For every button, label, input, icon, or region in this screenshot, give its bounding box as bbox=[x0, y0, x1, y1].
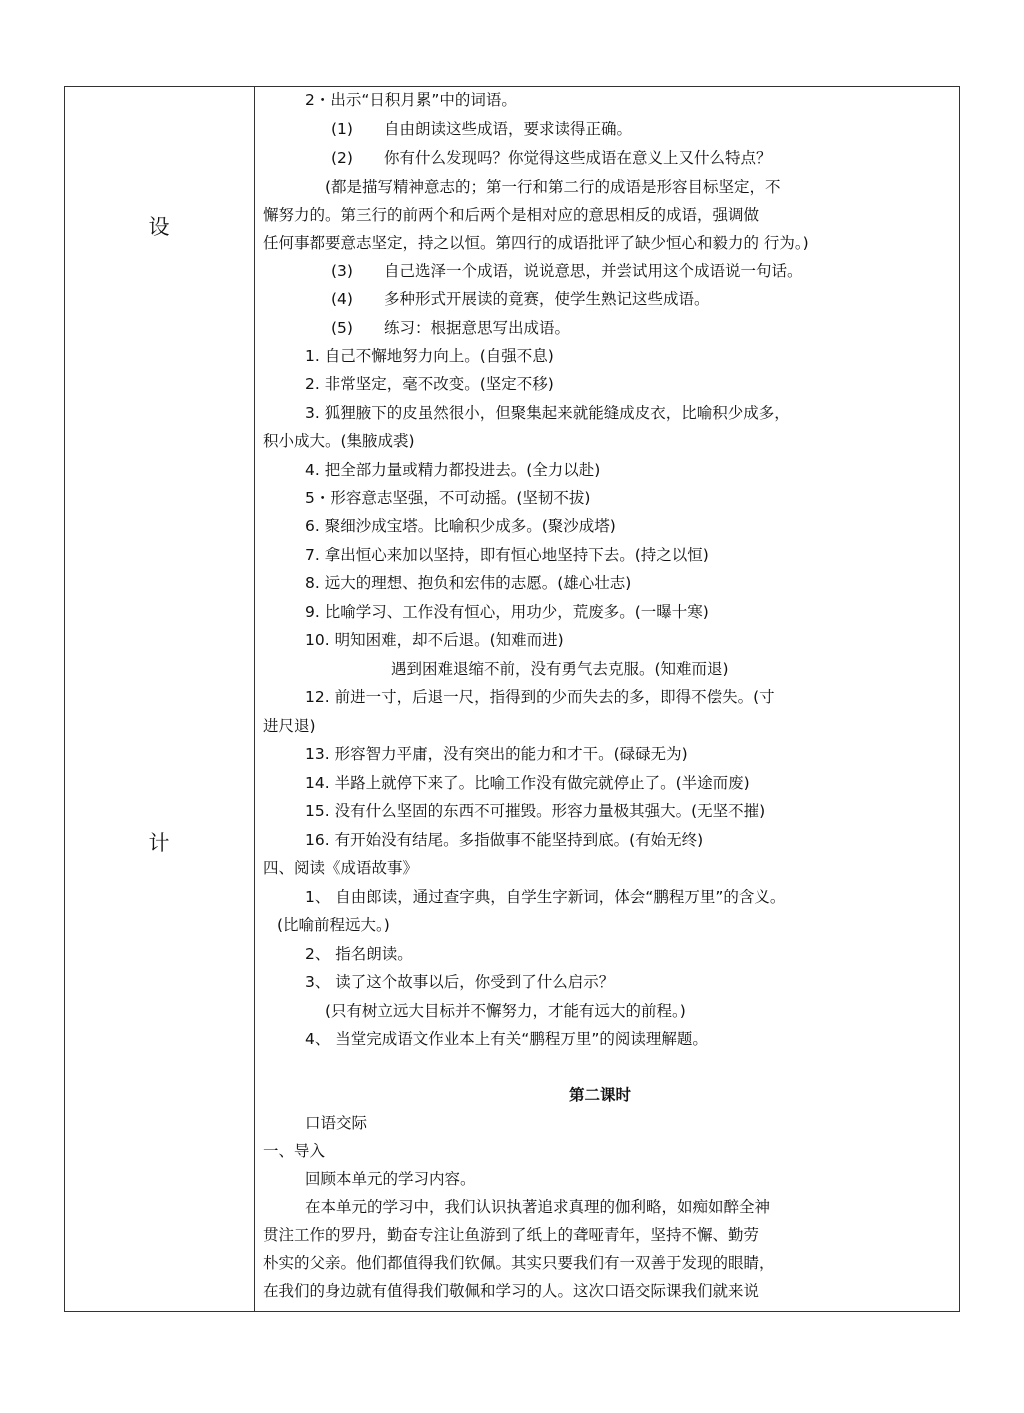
text-line: 一、导入 bbox=[263, 1142, 326, 1160]
text-line: (5) 练习：根据意思写出成语。 bbox=[331, 319, 570, 337]
text-line: 2、 指名朗读。 bbox=[305, 945, 413, 963]
text-line: 遇到困难退缩不前，没有勇气去克服。(知难而退) bbox=[391, 660, 729, 678]
text-line: 1、 自由郎读，通过查字典，自学生字新词，体会“鹏程万里”的含义。 bbox=[305, 888, 786, 906]
text-line: (比喻前程远大。) bbox=[277, 916, 390, 934]
section-heading: 第二课时 bbox=[569, 1086, 632, 1104]
text-line: 14. 半路上就停下来了。比喻工作没有做完就停止了。(半途而废) bbox=[305, 774, 750, 792]
side-label-design: 设 bbox=[148, 215, 170, 239]
text-line: 16. 有开始没有结尾。多指做事不能坚持到底。(有始无终) bbox=[305, 831, 704, 849]
text-line: (1) 自由朗读这些成语，要求读得正确。 bbox=[331, 120, 632, 138]
text-line: (4) 多种形式开展读的竟赛，使学生熟记这些成语。 bbox=[331, 290, 710, 308]
text-line: 朴实的父亲。他们都值得我们钦佩。其实只要我们有一双善于发现的眼睛， bbox=[263, 1254, 775, 1272]
text-line: (都是描写精神意志的；第一行和第二行的成语是形容目标坚定，不 bbox=[325, 178, 781, 196]
text-line: 7. 拿出恒心来加以坚持，即有恒心地坚持下去。(持之以恒) bbox=[305, 546, 709, 564]
text-line: 15. 没有什么坚固的东西不可摧毁。形容力量极其强大。(无坚不摧) bbox=[305, 802, 766, 820]
text-line: 4. 把全部力量或精力都投进去。(全力以赴) bbox=[305, 461, 601, 479]
text-line: 3、 读了这个故事以后，你受到了什么启示？ bbox=[305, 973, 615, 991]
text-line: (3) 自己选泽一个成语，说说意思，并尝试用这个成语说一句话。 bbox=[331, 262, 803, 280]
text-line: 6. 聚细沙成宝塔。比喻积少成多。(聚沙成塔) bbox=[305, 517, 616, 535]
text-line: 四、阅读《成语故事》 bbox=[263, 859, 419, 877]
text-line: 贯注工作的罗丹，勤奋专注让鱼游到了纸上的聋哑青年，坚持不懈、勤劳 bbox=[263, 1226, 760, 1244]
text-line: 2・出示“日积月累”中的词语。 bbox=[305, 91, 517, 109]
text-line: 2. 非常坚定，毫不改变。(坚定不移) bbox=[305, 375, 554, 393]
text-line: 4、 当堂完成语文作业本上有关“鹏程万里”的阅读理解题。 bbox=[305, 1030, 708, 1048]
text-line: 任何事都要意志坚定，持之以恒。第四行的成语批评了缺少恒心和毅力的 行为。) bbox=[263, 234, 809, 252]
text-line: 积小成大。(集腋成裘) bbox=[263, 432, 415, 450]
text-line: (2) 你有什么发现吗？你觉得这些成语在意义上又什么特点？ bbox=[331, 149, 772, 167]
text-line: 回顾本单元的学习内容。 bbox=[305, 1170, 476, 1188]
column-divider bbox=[254, 86, 255, 1312]
text-line: 进尺退) bbox=[263, 717, 316, 735]
text-line: 8. 远大的理想、抱负和宏伟的志愿。(雄心壮志) bbox=[305, 574, 632, 592]
text-line: 5・形容意志坚强，不可动摇。(坚韧不拔) bbox=[305, 489, 591, 507]
text-line: 口语交际 bbox=[305, 1114, 368, 1132]
text-line: 在我们的身边就有值得我们敬佩和学习的人。这次口语交际课我们就来说 bbox=[263, 1282, 760, 1300]
text-line: 12. 前进一寸，后退一尺，指得到的少而失去的多，即得不偿失。(寸 bbox=[305, 688, 775, 706]
text-line: 在本单元的学习中，我们认识执著追求真理的伽利略，如痴如醉全神 bbox=[305, 1198, 771, 1216]
text-line: 3. 狐狸腋下的皮虽然很小，但聚集起来就能缝成皮衣，比喻积少成多， bbox=[305, 404, 790, 422]
text-line: 1. 自己不懈地努力向上。(自强不息) bbox=[305, 347, 554, 365]
text-line: 9. 比喻学习、工作没有恒心，用功少，荒废多。(一曝十寒) bbox=[305, 603, 709, 621]
side-label-plan: 计 bbox=[148, 831, 170, 855]
text-line: 10. 明知困难，却不后退。(知难而进) bbox=[305, 631, 564, 649]
text-line: 13. 形容智力平庸，没有突出的能力和才干。(碌碌无为) bbox=[305, 745, 688, 763]
text-line: (只有树立远大目标并不懈努力，才能有远大的前程。) bbox=[325, 1002, 686, 1020]
text-line: 懈努力的。第三行的前两个和后两个是相对应的意思相反的成语，强调做 bbox=[263, 206, 760, 224]
